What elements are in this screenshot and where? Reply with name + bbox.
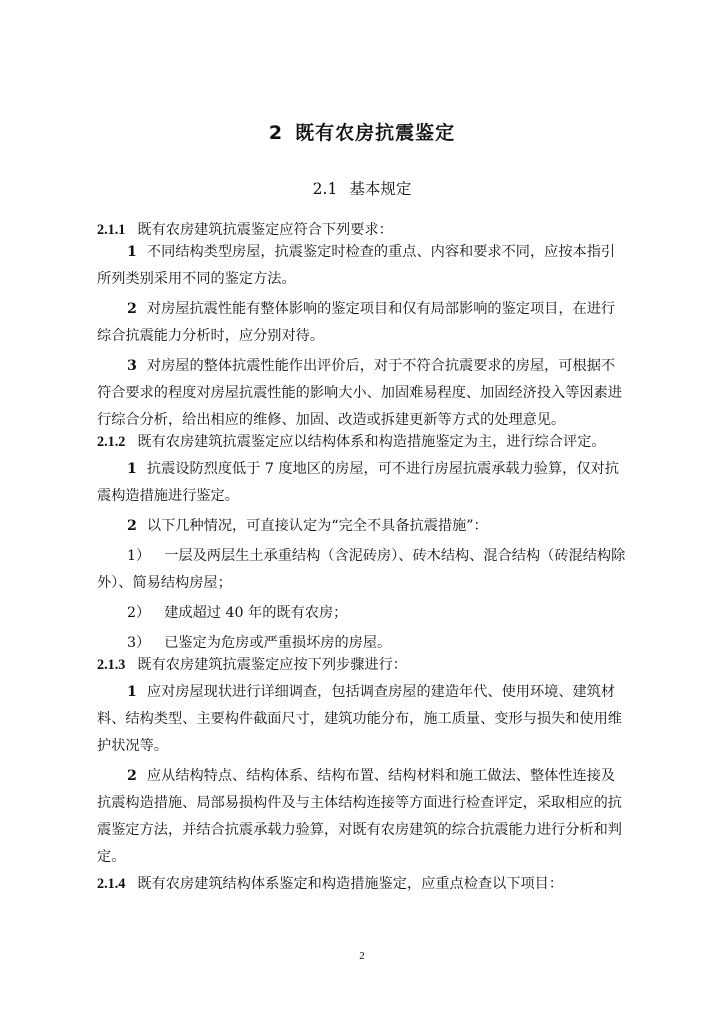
chapter-title <box>0 118 724 145</box>
section-title-text: 基本规定 <box>349 180 412 198</box>
clause-item <box>97 515 641 537</box>
sub-item-text: 已鉴定为危房或严重损坏房的房屋。 <box>164 635 392 651</box>
sub-item <box>97 632 641 654</box>
document-body <box>97 219 641 895</box>
clause-2-1-1 <box>97 219 641 241</box>
item-continuation: 震鉴定方法，并结合抗震承载力验算，对既有农房建筑的综合抗震能力进行分析和判 <box>97 822 622 838</box>
item-number: 2 <box>127 768 137 784</box>
item-continuation: 料、结构类型、主要构件截面尺寸，建筑功能分布，施工质量、变形与损失和使用维 <box>97 711 622 727</box>
item-number: 2 <box>127 301 137 317</box>
sub-item-text: 一层及两层生土承重结构（含泥砖房）、砖木结构、混合结构（砖混结构除 <box>164 548 626 564</box>
item-continuation: 抗震构造措施、局部易损构件及与主体结构连接等方面进行检查评定，采取相应的抗 <box>97 795 622 811</box>
item-continuation: 震构造措施进行鉴定。 <box>97 488 239 504</box>
sub-item-number: 2） <box>127 605 151 621</box>
item-continuation: 符合要求的程度对房屋抗震性能的影响大小、加固难易程度、加固经济投入等因素进 <box>97 385 622 401</box>
page-number: 2 <box>359 950 365 962</box>
clause-2-1-2 <box>97 431 641 453</box>
clause-number: 2.1.2 <box>97 434 126 450</box>
item-text: 应从结构特点、结构体系、结构布置、结构材料和施工做法、整体性连接及 <box>146 768 616 784</box>
clause-text: 既有农房建筑抗震鉴定应按下列步骤进行： <box>137 657 407 673</box>
item-continuation: 外）、简易结构房屋； <box>97 575 232 591</box>
clause-text: 既有农房建筑结构体系鉴定和构造措施鉴定，应重点检查以下项目： <box>137 876 564 892</box>
clause-number: 2.1.1 <box>97 222 126 238</box>
section-title <box>0 177 724 199</box>
sub-item-number: 1） <box>127 548 151 564</box>
item-continuation: 综合抗震能力分析时，应分别对待。 <box>97 328 325 344</box>
chapter-number: 2 <box>268 122 284 144</box>
clause-item <box>97 355 641 377</box>
clause-item <box>97 458 641 480</box>
sub-item <box>97 602 641 624</box>
item-text: 不同结构类型房屋，抗震鉴定时检查的重点、内容和要求不同，应按本指引 <box>146 244 616 260</box>
sub-item-number: 3） <box>127 635 151 651</box>
sub-item-text: 建成超过 40 年的既有农房； <box>164 605 348 621</box>
clause-number: 2.1.3 <box>97 657 126 673</box>
clause-item <box>97 681 641 703</box>
clause-text: 既有农房建筑抗震鉴定应符合下列要求： <box>137 222 393 238</box>
item-continuation: 行综合分析，给出相应的维修、加固、改造或拆建更新等方式的处理意见。 <box>97 412 566 428</box>
clause-2-1-4 <box>97 873 641 895</box>
clause-item <box>97 241 641 263</box>
item-text: 对房屋的整体抗震性能作出评价后，对于不符合抗震要求的房屋，可根据不 <box>146 358 616 374</box>
item-text: 应对房屋现状进行详细调查，包括调查房屋的建造年代、使用环境、建筑材 <box>146 684 616 700</box>
clause-text: 既有农房建筑抗震鉴定应以结构体系和构造措施鉴定为主，进行综合评定。 <box>137 434 606 450</box>
item-continuation: 所列类别采用不同的鉴定方法。 <box>97 271 296 287</box>
item-number: 1 <box>127 461 137 477</box>
chapter-title-text: 既有农房抗震鉴定 <box>295 122 456 144</box>
item-text: 对房屋抗震性能有整体影响的鉴定项目和仅有局部影响的鉴定项目，在进行 <box>146 301 616 317</box>
item-text: 抗震设防烈度低于 7 度地区的房屋，可不进行房屋抗震承载力验算，仅对抗 <box>146 461 619 477</box>
clause-item <box>97 298 641 320</box>
sub-item <box>97 545 641 567</box>
item-text: 以下几种情况，可直接认定为“完全不具备抗震措施”： <box>146 518 488 534</box>
item-continuation: 护状况等。 <box>97 738 168 754</box>
item-number: 1 <box>127 244 137 260</box>
clause-2-1-3 <box>97 654 641 676</box>
item-number: 3 <box>127 358 137 374</box>
clause-number: 2.1.4 <box>97 876 126 892</box>
clause-item <box>97 765 641 787</box>
item-continuation: 定。 <box>97 849 126 865</box>
item-number: 1 <box>127 684 137 700</box>
section-number: 2.1 <box>312 180 338 198</box>
item-number: 2 <box>127 518 137 534</box>
